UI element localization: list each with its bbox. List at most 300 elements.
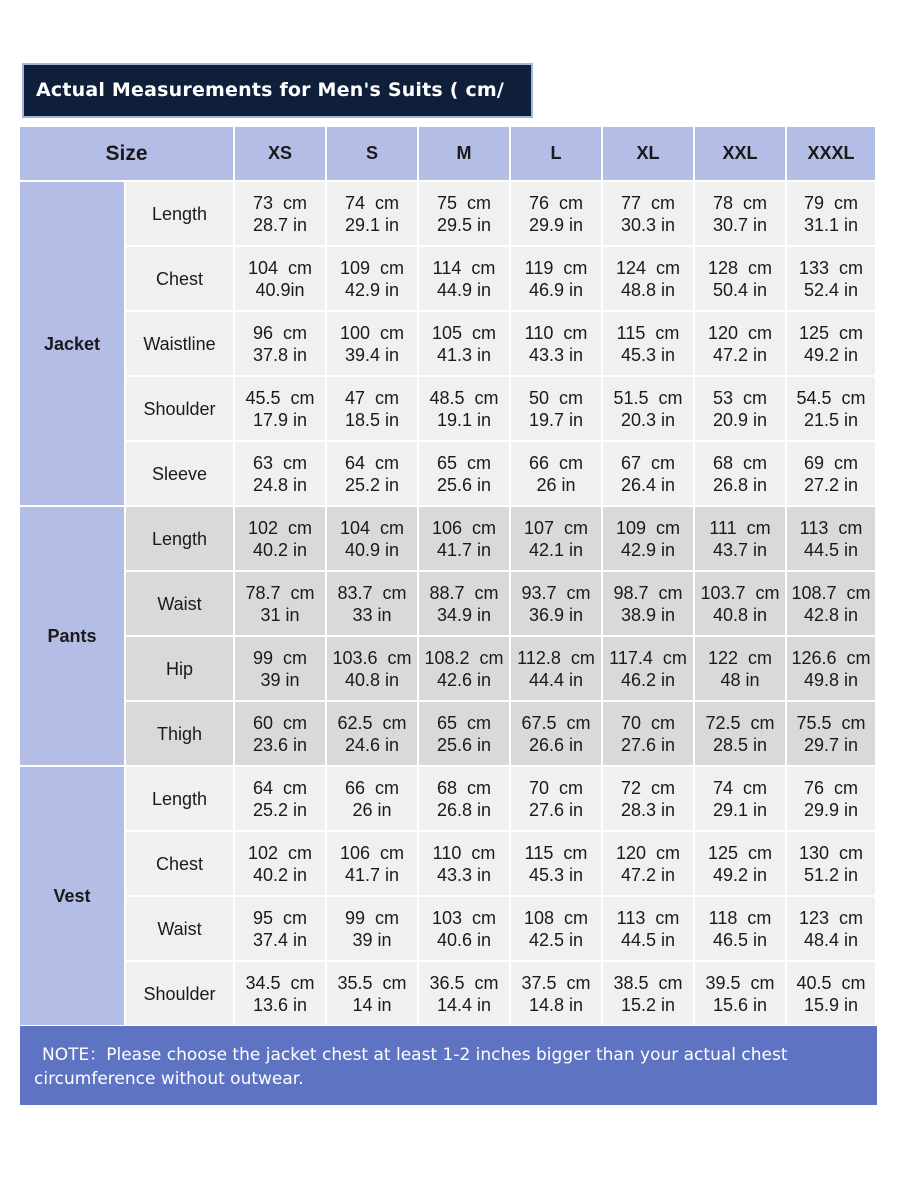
- measurement-label: Chest: [126, 247, 235, 312]
- cm-value: 123 cm: [798, 907, 864, 928]
- inch-value: 49.2 in: [803, 344, 859, 365]
- inch-value: 20.3 in: [620, 409, 676, 430]
- measurement-value-cell: [327, 182, 419, 247]
- cm-value: 83.7 cm: [337, 582, 407, 603]
- cm-value: 51.5 cm: [613, 387, 683, 408]
- cm-value: 66 cm: [528, 452, 584, 473]
- cm-value: 125 cm: [798, 322, 864, 343]
- measurement-value-cell: [235, 962, 327, 1027]
- inch-value: 18.5 in: [344, 409, 400, 430]
- measurement-value-cell: [787, 767, 877, 832]
- table-row: [20, 377, 877, 442]
- measurement-value-cell: [327, 897, 419, 962]
- group-label-jacket: Jacket: [20, 182, 126, 507]
- inch-value: 48.4 in: [803, 929, 859, 950]
- cm-value: 67.5 cm: [521, 712, 591, 733]
- measurement-value-cell: [511, 832, 603, 897]
- cm-value: 72.5 cm: [705, 712, 775, 733]
- inch-value: 39 in: [352, 929, 392, 950]
- inch-value: 15.2 in: [620, 994, 676, 1015]
- table-body: [20, 182, 877, 1027]
- inch-value: 44.5 in: [620, 929, 676, 950]
- cm-value: 79 cm: [803, 192, 859, 213]
- inch-value: 43.3 in: [436, 864, 492, 885]
- measurement-value-cell: [419, 572, 511, 637]
- cm-value: 110 cm: [432, 842, 496, 863]
- inch-value: 13.6 in: [252, 994, 308, 1015]
- measurement-value-cell: [511, 897, 603, 962]
- inch-value: 47.2 in: [620, 864, 676, 885]
- cm-value: 119 cm: [524, 257, 588, 278]
- inch-value: 24.6 in: [344, 734, 400, 755]
- inch-value: 25.6 in: [436, 474, 492, 495]
- cm-value: 100 cm: [339, 322, 405, 343]
- measurement-value-cell: [695, 897, 787, 962]
- measurement-value-cell: [603, 247, 695, 312]
- measurement-value-cell: [511, 247, 603, 312]
- measurement-value-cell: [235, 572, 327, 637]
- inch-value: 31 in: [260, 604, 300, 625]
- measurement-value-cell: [235, 442, 327, 507]
- measurement-value-cell: [695, 572, 787, 637]
- inch-value: 42.9 in: [344, 279, 400, 300]
- cm-value: 104 cm: [247, 257, 313, 278]
- cm-value: 35.5 cm: [337, 972, 407, 993]
- measurement-value-cell: [511, 182, 603, 247]
- inch-value: 15.9 in: [803, 994, 859, 1015]
- inch-value: 24.8 in: [252, 474, 308, 495]
- cm-value: 115 cm: [524, 842, 588, 863]
- cm-value: 64 cm: [252, 777, 308, 798]
- measurement-value-cell: [787, 182, 877, 247]
- inch-value: 39.4 in: [344, 344, 400, 365]
- measurement-value-cell: [327, 637, 419, 702]
- cm-value: 37.5 cm: [521, 972, 591, 993]
- measurement-value-cell: [327, 572, 419, 637]
- measurement-value-cell: [695, 377, 787, 442]
- inch-value: 29.1 in: [344, 214, 400, 235]
- measurement-value-cell: [787, 962, 877, 1027]
- inch-value: 26.6 in: [528, 734, 584, 755]
- table-row: [20, 312, 877, 377]
- table-row: [20, 247, 877, 312]
- cm-value: 45.5 cm: [245, 387, 315, 408]
- measurement-label: Waist: [126, 897, 235, 962]
- cm-value: 106 cm: [339, 842, 405, 863]
- measurement-value-cell: [235, 312, 327, 377]
- measurement-value-cell: [419, 182, 511, 247]
- inch-value: 40.2 in: [252, 864, 308, 885]
- inch-value: 29.1 in: [712, 799, 768, 820]
- cm-value: 113 cm: [799, 517, 863, 538]
- inch-value: 49.8 in: [803, 669, 859, 690]
- cm-value: 68 cm: [436, 777, 492, 798]
- measurement-value-cell: [695, 962, 787, 1027]
- measurement-value-cell: [603, 312, 695, 377]
- measurement-value-cell: [511, 312, 603, 377]
- inch-value: 41.3 in: [436, 344, 492, 365]
- measurement-value-cell: [603, 962, 695, 1027]
- table-row: [20, 702, 877, 767]
- inch-value: 45.3 in: [528, 864, 584, 885]
- group-label-pants: Pants: [20, 507, 126, 767]
- cm-value: 117.4 cm: [609, 647, 687, 668]
- measurement-value-cell: [511, 962, 603, 1027]
- cm-value: 120 cm: [707, 322, 773, 343]
- inch-value: 42.1 in: [528, 539, 584, 560]
- measurement-label: Thigh: [126, 702, 235, 767]
- measurement-value-cell: [511, 377, 603, 442]
- cm-value: 62.5 cm: [337, 712, 407, 733]
- size-chart-table: [20, 127, 877, 1027]
- measurement-value-cell: [787, 897, 877, 962]
- measurement-value-cell: [787, 507, 877, 572]
- inch-value: 43.3 in: [528, 344, 584, 365]
- measurement-value-cell: [235, 767, 327, 832]
- measurement-value-cell: [235, 702, 327, 767]
- cm-value: 99 cm: [344, 907, 400, 928]
- inch-value: 40.8 in: [712, 604, 768, 625]
- cm-value: 75.5 cm: [796, 712, 866, 733]
- table-row: [20, 507, 877, 572]
- size-header-label: Size: [20, 127, 235, 182]
- cm-value: 115 cm: [616, 322, 680, 343]
- measurement-label: Hip: [126, 637, 235, 702]
- cm-value: 70 cm: [620, 712, 676, 733]
- cm-value: 53 cm: [712, 387, 768, 408]
- measurement-value-cell: [235, 247, 327, 312]
- measurement-value-cell: [603, 832, 695, 897]
- inch-value: 28.5 in: [712, 734, 768, 755]
- measurement-value-cell: [511, 572, 603, 637]
- cm-value: 72 cm: [620, 777, 676, 798]
- measurement-value-cell: [511, 442, 603, 507]
- size-column-header: XXL: [695, 127, 787, 182]
- inch-value: 34.9 in: [436, 604, 492, 625]
- measurement-value-cell: [327, 962, 419, 1027]
- inch-value: 44.5 in: [803, 539, 859, 560]
- cm-value: 102 cm: [247, 842, 313, 863]
- cm-value: 34.5 cm: [245, 972, 315, 993]
- cm-value: 104 cm: [339, 517, 405, 538]
- inch-value: 38.9 in: [620, 604, 676, 625]
- measurement-label: Shoulder: [126, 962, 235, 1027]
- measurement-value-cell: [695, 507, 787, 572]
- table-row: [20, 572, 877, 637]
- cm-value: 103 cm: [431, 907, 497, 928]
- cm-value: 113 cm: [616, 907, 680, 928]
- table-row: [20, 767, 877, 832]
- cm-value: 125 cm: [707, 842, 773, 863]
- cm-value: 69 cm: [803, 452, 859, 473]
- cm-value: 67 cm: [620, 452, 676, 473]
- size-column-header: XS: [235, 127, 327, 182]
- inch-value: 42.9 in: [620, 539, 676, 560]
- inch-value: 36.9 in: [528, 604, 584, 625]
- inch-value: 46.9 in: [528, 279, 584, 300]
- cm-value: 78 cm: [712, 192, 768, 213]
- measurement-value-cell: [603, 572, 695, 637]
- inch-value: 49.2 in: [712, 864, 768, 885]
- measurement-value-cell: [695, 832, 787, 897]
- inch-value: 29.5 in: [436, 214, 492, 235]
- cm-value: 96 cm: [252, 322, 308, 343]
- group-label-vest: Vest: [20, 767, 126, 1027]
- cm-value: 98.7 cm: [613, 582, 683, 603]
- measurement-value-cell: [603, 442, 695, 507]
- inch-value: 15.6 in: [712, 994, 768, 1015]
- measurement-value-cell: [787, 377, 877, 442]
- cm-value: 130 cm: [798, 842, 864, 863]
- measurement-value-cell: [419, 247, 511, 312]
- size-column-header: XL: [603, 127, 695, 182]
- inch-value: 20.9 in: [712, 409, 768, 430]
- inch-value: 14.8 in: [528, 994, 584, 1015]
- cm-value: 60 cm: [252, 712, 308, 733]
- inch-value: 42.6 in: [436, 669, 492, 690]
- inch-value: 29.9 in: [528, 214, 584, 235]
- inch-value: 39 in: [260, 669, 300, 690]
- inch-value: 26.4 in: [620, 474, 676, 495]
- measurement-value-cell: [327, 312, 419, 377]
- inch-value: 52.4 in: [803, 279, 859, 300]
- measurement-value-cell: [511, 507, 603, 572]
- size-column-header: L: [511, 127, 603, 182]
- inch-value: 47.2 in: [712, 344, 768, 365]
- measurement-value-cell: [603, 507, 695, 572]
- measurement-value-cell: [603, 637, 695, 702]
- cm-value: 36.5 cm: [429, 972, 499, 993]
- inch-value: 29.7 in: [803, 734, 859, 755]
- cm-value: 103.7 cm: [700, 582, 780, 603]
- cm-value: 111 cm: [709, 517, 771, 538]
- inch-value: 25.2 in: [252, 799, 308, 820]
- cm-value: 48.5 cm: [429, 387, 499, 408]
- cm-value: 110 cm: [524, 322, 588, 343]
- measurement-value-cell: [419, 832, 511, 897]
- size-column-header: M: [419, 127, 511, 182]
- cm-value: 54.5 cm: [796, 387, 866, 408]
- measurement-value-cell: [695, 767, 787, 832]
- measurement-value-cell: [787, 702, 877, 767]
- cm-value: 133 cm: [798, 257, 864, 278]
- inch-value: 31.1 in: [803, 214, 859, 235]
- cm-value: 108 cm: [523, 907, 589, 928]
- cm-value: 114 cm: [432, 257, 496, 278]
- cm-value: 95 cm: [252, 907, 308, 928]
- note-text-line-1: NOTE：Please choose the jacket chest at least 1-2 inches bigger than your actual chest: [42, 1045, 788, 1065]
- cm-value: 88.7 cm: [429, 582, 499, 603]
- measurement-value-cell: [327, 442, 419, 507]
- table-row: [20, 832, 877, 897]
- cm-value: 78.7 cm: [245, 582, 315, 603]
- measurement-value-cell: [235, 897, 327, 962]
- table-row: [20, 442, 877, 507]
- inch-value: 37.8 in: [252, 344, 308, 365]
- inch-value: 51.2 in: [803, 864, 859, 885]
- cm-value: 108.7 cm: [791, 582, 871, 603]
- measurement-value-cell: [419, 962, 511, 1027]
- inch-value: 41.7 in: [436, 539, 492, 560]
- measurement-value-cell: [695, 182, 787, 247]
- cm-value: 77 cm: [620, 192, 676, 213]
- inch-value: 37.4 in: [252, 929, 308, 950]
- cm-value: 65 cm: [436, 712, 492, 733]
- cm-value: 47 cm: [344, 387, 400, 408]
- measurement-value-cell: [603, 377, 695, 442]
- measurement-value-cell: [603, 897, 695, 962]
- measurement-value-cell: [235, 507, 327, 572]
- inch-value: 26.8 in: [436, 799, 492, 820]
- cm-value: 64 cm: [344, 452, 400, 473]
- cm-value: 75 cm: [436, 192, 492, 213]
- measurement-value-cell: [787, 637, 877, 702]
- inch-value: 40.2 in: [252, 539, 308, 560]
- measurement-value-cell: [511, 767, 603, 832]
- measurement-value-cell: [235, 637, 327, 702]
- measurement-value-cell: [419, 767, 511, 832]
- cm-value: 66 cm: [344, 777, 400, 798]
- inch-value: 40.9 in: [344, 539, 400, 560]
- cm-value: 65 cm: [436, 452, 492, 473]
- inch-value: 26 in: [536, 474, 576, 495]
- measurement-label: Waistline: [126, 312, 235, 377]
- cm-value: 124 cm: [615, 257, 681, 278]
- cm-value: 128 cm: [707, 257, 773, 278]
- measurement-value-cell: [695, 312, 787, 377]
- inch-value: 30.7 in: [712, 214, 768, 235]
- inch-value: 50.4 in: [712, 279, 768, 300]
- measurement-value-cell: [327, 767, 419, 832]
- measurement-value-cell: [235, 377, 327, 442]
- table-row: [20, 962, 877, 1027]
- measurement-value-cell: [603, 702, 695, 767]
- inch-value: 26 in: [352, 799, 392, 820]
- measurement-label: Length: [126, 507, 235, 572]
- cm-value: 74 cm: [712, 777, 768, 798]
- inch-value: 27.6 in: [528, 799, 584, 820]
- inch-value: 46.2 in: [620, 669, 676, 690]
- note-text-line-2: circumference without outwear.: [34, 1069, 304, 1089]
- cm-value: 107 cm: [523, 517, 589, 538]
- cm-value: 38.5 cm: [613, 972, 683, 993]
- inch-value: 40.6 in: [436, 929, 492, 950]
- cm-value: 99 cm: [252, 647, 308, 668]
- inch-value: 29.9 in: [803, 799, 859, 820]
- inch-value: 45.3 in: [620, 344, 676, 365]
- measurement-label: Sleeve: [126, 442, 235, 507]
- measurement-value-cell: [419, 377, 511, 442]
- inch-value: 46.5 in: [712, 929, 768, 950]
- cm-value: 74 cm: [344, 192, 400, 213]
- table-row: [20, 182, 877, 247]
- cm-value: 103.6 cm: [332, 647, 412, 668]
- header-row: [20, 127, 877, 182]
- inch-value: 25.6 in: [436, 734, 492, 755]
- measurement-value-cell: [327, 832, 419, 897]
- inch-value: 19.1 in: [436, 409, 492, 430]
- inch-value: 40.8 in: [344, 669, 400, 690]
- cm-value: 108.2 cm: [424, 647, 504, 668]
- measurement-value-cell: [695, 637, 787, 702]
- measurement-value-cell: [419, 897, 511, 962]
- inch-value: 42.8 in: [803, 604, 859, 625]
- cm-value: 109 cm: [339, 257, 405, 278]
- cm-value: 122 cm: [707, 647, 773, 668]
- measurement-value-cell: [695, 247, 787, 312]
- inch-value: 48 in: [720, 669, 760, 690]
- inch-value: 40.9in: [255, 279, 305, 300]
- cm-value: 102 cm: [247, 517, 313, 538]
- cm-value: 109 cm: [615, 517, 681, 538]
- measurement-value-cell: [511, 637, 603, 702]
- inch-value: 41.7 in: [344, 864, 400, 885]
- measurement-value-cell: [695, 702, 787, 767]
- cm-value: 39.5 cm: [705, 972, 775, 993]
- inch-value: 44.9 in: [436, 279, 492, 300]
- cm-value: 73 cm: [252, 192, 308, 213]
- cm-value: 126.6 cm: [791, 647, 871, 668]
- inch-value: 30.3 in: [620, 214, 676, 235]
- cm-value: 76 cm: [528, 192, 584, 213]
- inch-value: 23.6 in: [252, 734, 308, 755]
- inch-value: 28.3 in: [620, 799, 676, 820]
- inch-value: 44.4 in: [528, 669, 584, 690]
- inch-value: 43.7 in: [712, 539, 768, 560]
- cm-value: 40.5 cm: [796, 972, 866, 993]
- measurement-value-cell: [327, 377, 419, 442]
- inch-value: 21.5 in: [803, 409, 859, 430]
- measurement-value-cell: [419, 637, 511, 702]
- inch-value: 27.2 in: [803, 474, 859, 495]
- measurement-value-cell: [235, 182, 327, 247]
- measurement-value-cell: [419, 702, 511, 767]
- cm-value: 76 cm: [803, 777, 859, 798]
- cm-value: 112.8 cm: [517, 647, 595, 668]
- inch-value: 42.5 in: [528, 929, 584, 950]
- measurement-value-cell: [327, 247, 419, 312]
- measurement-value-cell: [419, 442, 511, 507]
- measurement-value-cell: [787, 572, 877, 637]
- measurement-value-cell: [235, 832, 327, 897]
- measurement-value-cell: [327, 507, 419, 572]
- inch-value: 33 in: [352, 604, 392, 625]
- chart-title: Actual Measurements for Men's Suits ( cm/: [22, 63, 533, 118]
- cm-value: 93.7 cm: [521, 582, 591, 603]
- cm-value: 105 cm: [431, 322, 497, 343]
- measurement-label: Length: [126, 767, 235, 832]
- inch-value: 25.2 in: [344, 474, 400, 495]
- inch-value: 27.6 in: [620, 734, 676, 755]
- measurement-label: Shoulder: [126, 377, 235, 442]
- inch-value: 14.4 in: [436, 994, 492, 1015]
- measurement-value-cell: [419, 312, 511, 377]
- measurement-value-cell: [787, 832, 877, 897]
- measurement-value-cell: [787, 312, 877, 377]
- measurement-value-cell: [603, 182, 695, 247]
- measurement-value-cell: [419, 507, 511, 572]
- table-row: [20, 637, 877, 702]
- cm-value: 106 cm: [431, 517, 497, 538]
- cm-value: 50 cm: [528, 387, 584, 408]
- inch-value: 14 in: [352, 994, 392, 1015]
- measurement-value-cell: [511, 702, 603, 767]
- measurement-label: Waist: [126, 572, 235, 637]
- measurement-value-cell: [787, 247, 877, 312]
- measurement-label: Chest: [126, 832, 235, 897]
- measurement-value-cell: [327, 702, 419, 767]
- cm-value: 70 cm: [528, 777, 584, 798]
